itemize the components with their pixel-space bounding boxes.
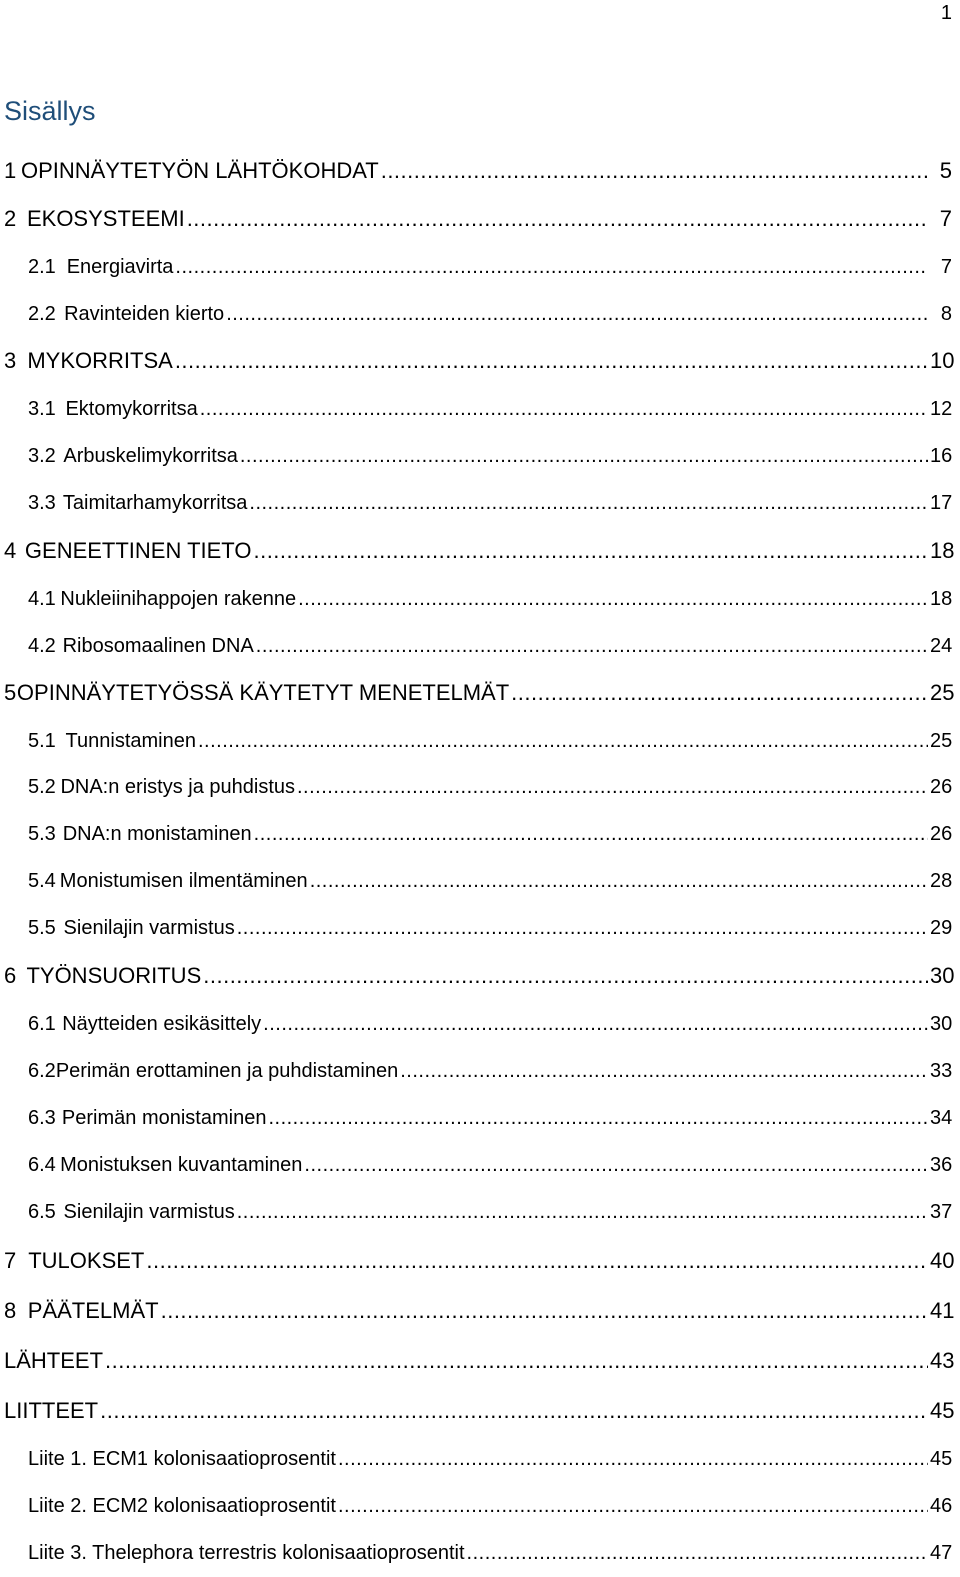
toc-entry-label: TULOKSET — [28, 1248, 145, 1273]
toc-entry[interactable] — [0, 479, 960, 526]
toc-entry-page: 33 — [930, 1060, 953, 1082]
toc-entry-page: 30 — [930, 963, 955, 988]
toc-entry-page: 34 — [930, 1107, 953, 1129]
toc-entry-page: 46 — [930, 1495, 953, 1517]
toc-entry[interactable] — [0, 764, 960, 810]
toc-entry-number: 5.1 — [28, 730, 56, 752]
toc-entry-label: Liite 3. Thelephora terrestris kolonisaatioprosentit — [28, 1542, 465, 1564]
toc-entry-number: 7 — [4, 1248, 17, 1273]
toc-entry[interactable] — [0, 195, 960, 243]
toc-entry-page: 41 — [930, 1298, 955, 1323]
toc-dot-leader — [254, 823, 928, 846]
toc-dot-leader — [175, 348, 928, 374]
toc-dot-leader — [200, 398, 928, 421]
toc-entry-page: 8 — [940, 303, 952, 325]
toc-entry-page: 47 — [930, 1542, 953, 1564]
toc-entry-number: 3 — [4, 348, 17, 373]
toc-entry[interactable] — [0, 1529, 960, 1576]
toc-entry-label: GENEETTINEN TIETO — [24, 538, 252, 563]
toc-entry-label: TYÖNSUORITUS — [26, 963, 202, 988]
toc-entry-label: Perimän erottaminen ja puhdistaminen — [55, 1060, 399, 1082]
toc-entry[interactable] — [0, 385, 960, 432]
toc-entry-number: 8 — [4, 1298, 17, 1323]
toc-entry-label: Ribosomaalinen DNA — [62, 635, 254, 657]
toc-entry-page: 17 — [930, 492, 953, 514]
toc-entry-label: LÄHTEET — [4, 1348, 104, 1373]
toc-dot-leader — [256, 635, 928, 658]
toc-dot-leader — [146, 1248, 928, 1274]
toc-entry-label: PÄÄTELMÄT — [27, 1298, 159, 1323]
toc-entry-page: 37 — [930, 1201, 953, 1223]
toc-entry-label: Sienilajin varmistus — [63, 917, 235, 939]
toc-entry[interactable] — [0, 1435, 960, 1482]
toc-entry-page: 26 — [930, 823, 953, 845]
toc-entry[interactable] — [0, 290, 960, 337]
toc-entry-number: 2.1 — [28, 256, 56, 278]
toc-entry-label: Tunnistaminen — [65, 730, 196, 752]
toc-dot-leader — [467, 1542, 928, 1565]
toc-entry[interactable] — [0, 337, 960, 385]
toc-entry[interactable] — [0, 526, 960, 575]
toc-dot-leader — [240, 445, 928, 468]
toc-dot-leader — [400, 1060, 928, 1083]
toc-entry-page: 40 — [930, 1248, 955, 1273]
toc-entry-number: 4.2 — [28, 635, 56, 657]
toc-dot-leader — [105, 1348, 928, 1374]
toc-entry-page: 43 — [930, 1348, 955, 1373]
toc-entry-page: 16 — [930, 445, 953, 467]
toc-entry-page: 45 — [930, 1398, 955, 1423]
toc-entry-number: 3.2 — [28, 445, 56, 467]
toc-entry-number: 3.3 — [28, 492, 56, 514]
toc-entry-label: Ektomykorritsa — [65, 398, 198, 420]
toc-entry-number: 4 — [4, 538, 17, 563]
toc-entry-number: 2 — [4, 206, 17, 231]
toc-entry-number: 4.1 — [28, 588, 56, 610]
toc-entry[interactable] — [0, 1385, 960, 1435]
toc-entry-number: 6.5 — [28, 1201, 56, 1223]
toc-entry[interactable] — [0, 669, 960, 717]
toc-entry-label: Monistumisen ilmentäminen — [59, 870, 308, 892]
toc-entry-label: Taimitarhamykorritsa — [62, 492, 248, 514]
toc-dot-leader — [268, 1107, 928, 1130]
toc-entry[interactable] — [0, 857, 960, 904]
table-of-contents — [0, 146, 960, 1576]
toc-entry-number: 6.1 — [28, 1013, 56, 1035]
toc-entry-label: DNA:n monistaminen — [62, 823, 252, 845]
toc-entry-page: 12 — [930, 398, 953, 420]
toc-entry-page: 30 — [930, 1013, 953, 1035]
toc-entry[interactable] — [0, 1335, 960, 1385]
toc-entry-number: 5.4 — [28, 870, 56, 892]
toc-dot-leader — [203, 963, 928, 989]
toc-entry-page: 25 — [930, 730, 953, 752]
toc-entry[interactable] — [0, 1000, 960, 1047]
toc-entry-number: 6.3 — [28, 1107, 56, 1129]
toc-entry-label: DNA:n eristys ja puhdistus — [60, 776, 295, 798]
toc-dot-leader — [338, 1495, 928, 1518]
toc-entry-label: LIITTEET — [4, 1398, 99, 1423]
toc-entry-label: Liite 2. ECM2 kolonisaatioprosentit — [28, 1495, 336, 1517]
toc-entry[interactable] — [0, 575, 960, 622]
toc-entry-label: Monistuksen kuvantaminen — [60, 1154, 303, 1176]
toc-dot-leader — [298, 588, 928, 611]
toc-dot-leader — [304, 1154, 928, 1177]
toc-entry[interactable] — [0, 810, 960, 857]
toc-entry[interactable] — [0, 1047, 960, 1094]
toc-entry-page: 18 — [930, 588, 953, 610]
toc-entry[interactable] — [0, 904, 960, 951]
toc-entry-label: Energiavirta — [66, 256, 174, 278]
toc-entry-label: OPINNÄYTETYÖSSÄ KÄYTETYT MENETELMÄT — [16, 680, 510, 705]
toc-entry-page: 10 — [930, 348, 955, 373]
toc-dot-leader — [161, 1298, 928, 1324]
toc-entry[interactable] — [0, 951, 960, 1000]
toc-entry-number: 5.5 — [28, 917, 56, 939]
toc-entry-label: Arbuskelimykorritsa — [63, 445, 238, 467]
toc-dot-leader — [511, 680, 928, 706]
toc-title: Sisällys — [4, 96, 96, 126]
toc-dot-leader — [310, 870, 928, 893]
toc-entry-page: 7 — [940, 256, 952, 278]
toc-dot-leader — [263, 1013, 928, 1036]
page-number: 1 — [940, 2, 952, 24]
toc-entry-number: 3.1 — [28, 398, 56, 420]
toc-entry-label: Näytteiden esikäsittely — [62, 1013, 262, 1035]
toc-entry-label: Liite 1. ECM1 kolonisaatioprosentit — [28, 1448, 336, 1470]
toc-dot-leader — [338, 1448, 928, 1471]
toc-entry-number: 6.2 — [28, 1060, 56, 1082]
toc-entry-page: 36 — [930, 1154, 953, 1176]
toc-entry-page: 18 — [930, 538, 955, 563]
toc-dot-leader — [237, 1201, 928, 1224]
toc-dot-leader — [187, 206, 928, 232]
toc-entry-page: 25 — [930, 680, 955, 705]
toc-entry-page: 24 — [930, 635, 953, 657]
toc-entry-label: EKOSYSTEEMI — [26, 206, 185, 231]
toc-dot-leader — [381, 158, 928, 184]
toc-dot-leader — [100, 1398, 928, 1424]
toc-entry[interactable] — [0, 243, 960, 290]
toc-entry-number: 5 — [4, 680, 17, 705]
toc-entry-label: OPINNÄYTETYÖN LÄHTÖKOHDAT — [20, 158, 379, 183]
toc-dot-leader — [297, 776, 928, 799]
toc-entry-label: Perimän monistaminen — [61, 1107, 267, 1129]
toc-entry[interactable] — [0, 1285, 960, 1335]
toc-entry[interactable] — [0, 1188, 960, 1235]
toc-entry[interactable] — [0, 1094, 960, 1141]
toc-entry-number: 6 — [4, 963, 17, 988]
toc-entry-number: 2.2 — [28, 303, 56, 325]
toc-entry-label: Ravinteiden kierto — [64, 303, 225, 325]
toc-dot-leader — [249, 492, 928, 515]
toc-dot-leader — [237, 917, 928, 940]
toc-entry[interactable] — [0, 1482, 960, 1529]
toc-entry-label: MYKORRITSA — [27, 348, 173, 373]
toc-entry[interactable] — [0, 717, 960, 764]
toc-entry-number: 6.4 — [28, 1154, 56, 1176]
toc-entry-page: 28 — [930, 870, 953, 892]
toc-entry-label: Nukleiinihappojen rakenne — [60, 588, 297, 610]
toc-entry-page: 5 — [939, 158, 952, 183]
toc-dot-leader — [253, 538, 928, 564]
toc-entry-label: Sienilajin varmistus — [63, 1201, 235, 1223]
toc-entry[interactable] — [0, 622, 960, 669]
toc-entry-number: 5.2 — [28, 776, 56, 798]
toc-entry[interactable] — [0, 146, 960, 195]
toc-entry[interactable] — [0, 1141, 960, 1188]
toc-entry[interactable] — [0, 1235, 960, 1285]
toc-entry-number: 1 — [4, 158, 17, 183]
toc-dot-leader — [175, 256, 928, 279]
toc-entry-page: 7 — [939, 206, 952, 231]
toc-dot-leader — [226, 303, 928, 326]
toc-entry[interactable] — [0, 432, 960, 479]
toc-dot-leader — [198, 730, 928, 753]
toc-entry-number: 5.3 — [28, 823, 56, 845]
toc-entry-page: 26 — [930, 776, 953, 798]
toc-entry-page: 45 — [930, 1448, 953, 1470]
toc-entry-page: 29 — [930, 917, 953, 939]
